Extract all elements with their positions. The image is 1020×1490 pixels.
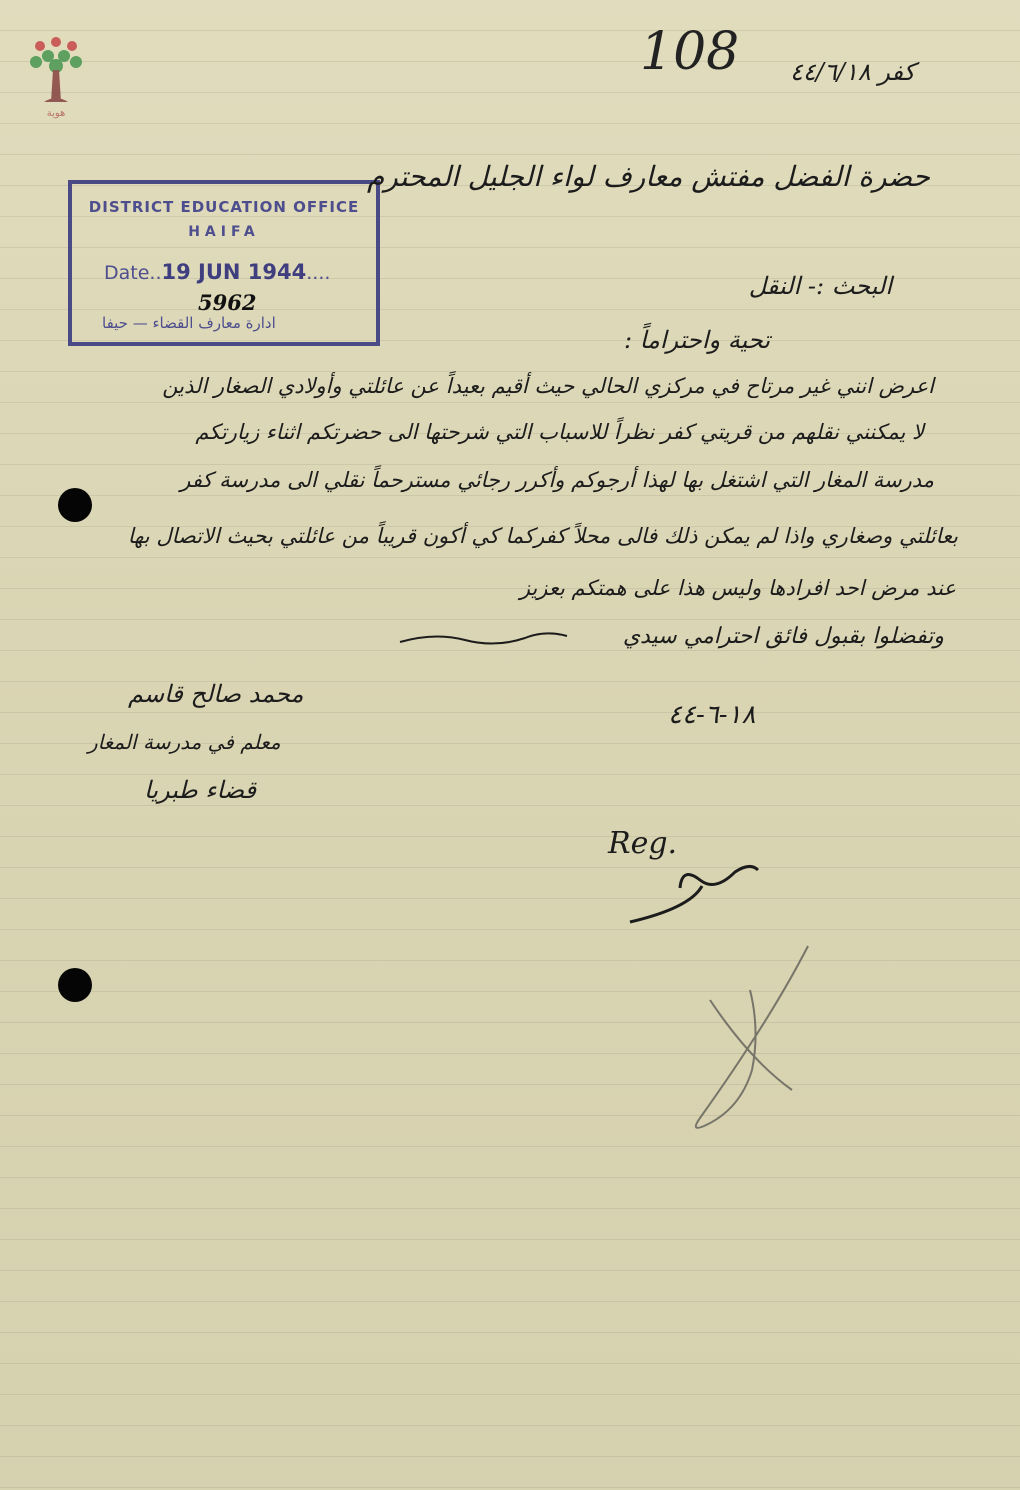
sender-district: قضاء طبريا <box>144 776 257 804</box>
sender-name: محمد صالح قاسم <box>128 680 304 708</box>
stamp-office-name: DISTRICT EDUCATION OFFICE <box>88 198 360 216</box>
body-line-4: بعائلتي وصغاري واذا لم يمكن ذلك فالى محلاً كفركما كي أكون قريباً من عائلتي بحيث الاتصال بها <box>127 524 958 548</box>
sender-title: معلم في مدرسة المغار <box>88 730 281 754</box>
stamp-handwritten-number: 5962 <box>198 290 257 315</box>
body-line-2: لا يمكنني نقلهم من قريتي كفر نظراً للاسباب التي شرحتها الى حضرتكم اثناء زيارتكم <box>195 420 924 444</box>
subject-line: البحث :- النقل <box>748 272 892 300</box>
stamp-date-label: Date <box>104 262 150 284</box>
punch-hole-top <box>58 488 92 522</box>
logo-caption: هوية <box>46 108 66 119</box>
salutation: حضرة الفضل مفتش معارف لواء الجليل المحترم <box>366 160 930 193</box>
body-line-3: مدرسة المغار التي اشتغل بها لهذا أرجوكم وأكرر رجائي مسترحماً نقلي الى مدرسة كفر <box>180 468 934 492</box>
corner-date: كفر ٤٤/٦/١٨ <box>790 58 916 86</box>
district-education-office-stamp <box>68 180 380 346</box>
watermark-logo <box>26 36 86 126</box>
pencil-cross-mark-icon <box>680 940 830 1140</box>
punch-hole-bottom <box>58 968 92 1002</box>
greeting: تحية واحتراماً : <box>623 326 770 354</box>
reg-annotation: Reg. <box>608 826 678 861</box>
closing-flourish-icon <box>395 620 575 660</box>
letter-date: ١٨-٦-٤٤ <box>668 700 756 730</box>
body-line-1: اعرض انني غير مرتاح في مركزي الحالي حيث أقيم بعيداً عن عائلتي وأولادي الصغار الذين <box>162 374 934 398</box>
closing-line: وتفضلوا بقبول فائق احترامي سيدي <box>622 624 944 649</box>
stamp-arabic-text: ادارة معارف القضاء — حيفا <box>102 314 276 332</box>
stamp-date-value: 19 JUN 1944 <box>161 260 307 284</box>
stamp-city: HAIFA <box>188 224 260 240</box>
initials-scribble-icon <box>620 858 770 928</box>
reference-number: 108 <box>640 22 740 82</box>
tree-logo-icon <box>26 36 86 110</box>
body-line-5: عند مرض احد افرادها وليس هذا على همتكم بعزيز <box>519 576 956 600</box>
stamp-date-row: Date..19 JUN 1944.... <box>104 260 331 284</box>
